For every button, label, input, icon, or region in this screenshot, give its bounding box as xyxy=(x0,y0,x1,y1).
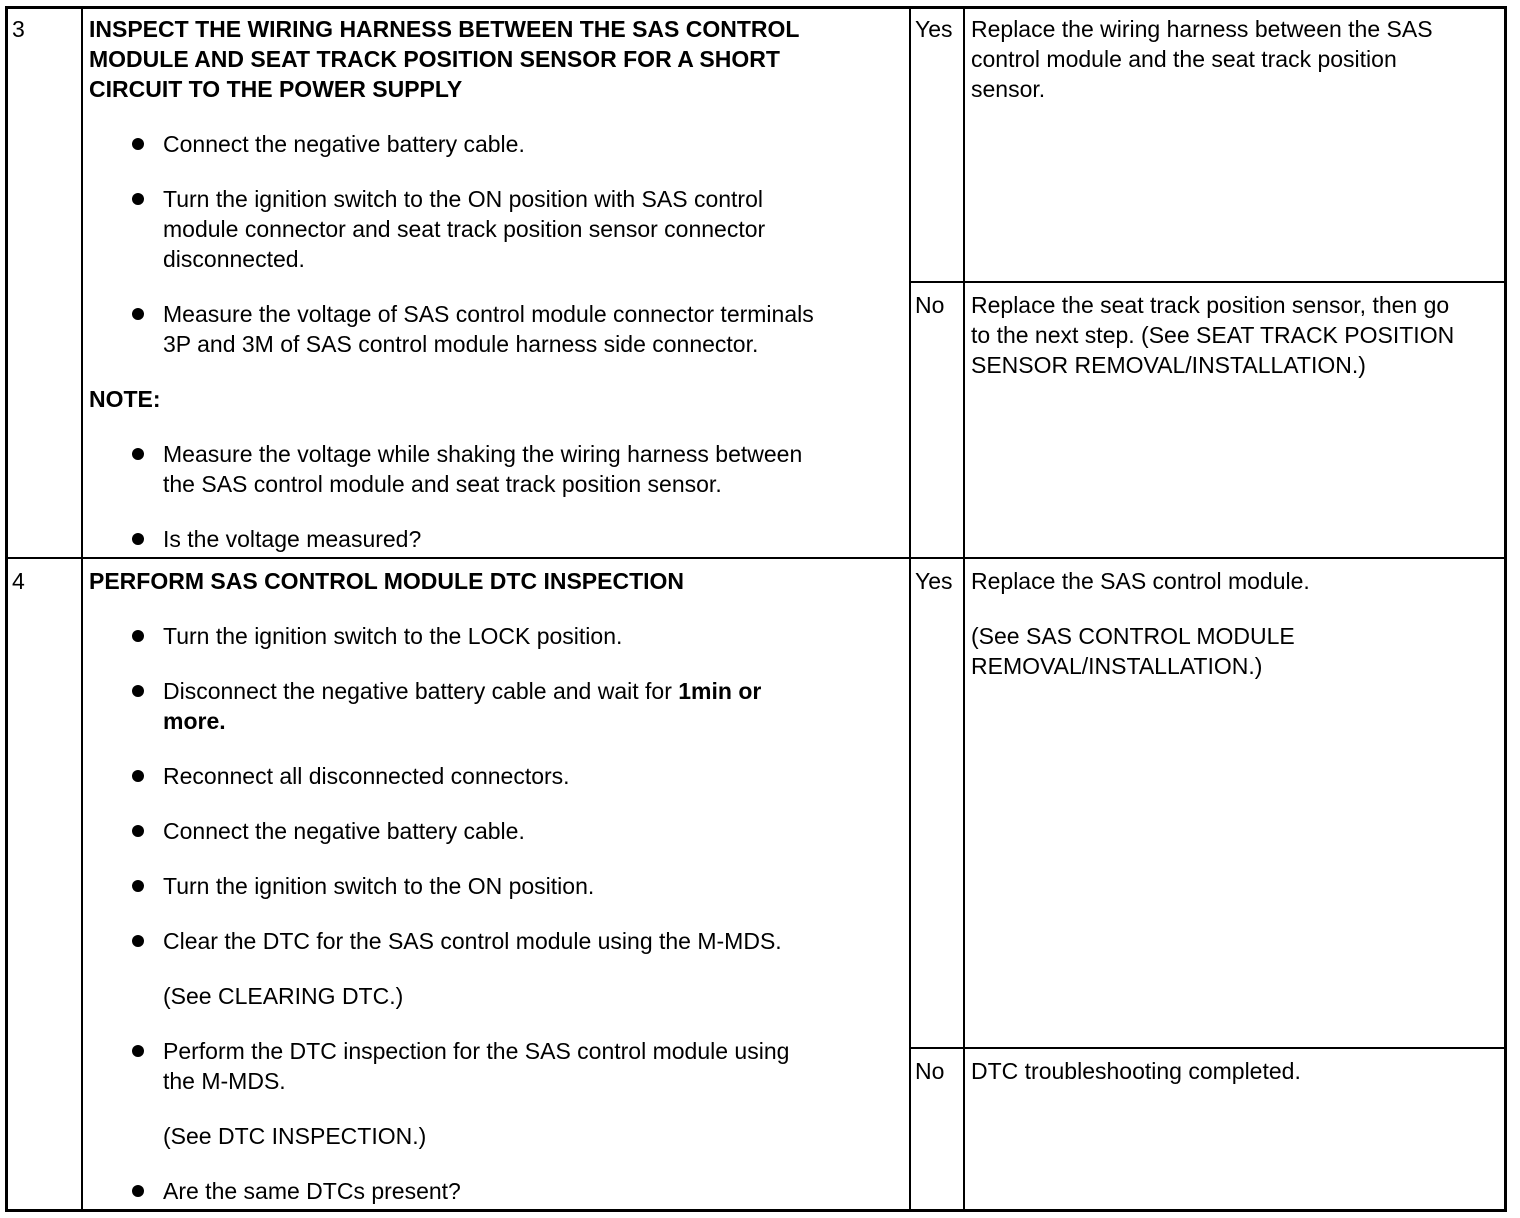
bullet-icon xyxy=(132,308,144,320)
column-divider-number xyxy=(81,6,83,1212)
action-text: Clear the DTC for the SAS control module using the M-MDS. xyxy=(163,928,782,954)
bullet-icon xyxy=(132,193,144,205)
action-text: Connect the negative battery cable. xyxy=(163,818,525,844)
action-text: Connect the negative battery cable. xyxy=(163,131,525,157)
no-result: to the next step. (See SEAT TRACK POSITION xyxy=(971,322,1455,348)
question-text: Is the voltage measured? xyxy=(163,526,422,552)
no-result: DTC troubleshooting completed. xyxy=(971,1058,1301,1084)
bullet-icon xyxy=(132,880,144,892)
action-text-normal: Disconnect the negative battery cable and wait for xyxy=(163,678,679,704)
column-divider-result-label xyxy=(963,6,965,1212)
yes-reference: REMOVAL/INSTALLATION.) xyxy=(971,653,1263,679)
bullet-icon xyxy=(132,685,144,697)
row-divider-step3-yes-no xyxy=(909,281,1507,283)
action-text: 3P and 3M of SAS control module harness side connector. xyxy=(163,331,759,357)
column-divider-action xyxy=(909,6,911,1212)
note-text: the SAS control module and seat track position sensor. xyxy=(163,471,722,497)
action-text: Turn the ignition switch to the LOCK position. xyxy=(163,623,623,649)
bullet-icon xyxy=(132,448,144,460)
action-text: Perform the DTC inspection for the SAS control module using xyxy=(163,1038,790,1064)
no-result: SENSOR REMOVAL/INSTALLATION.) xyxy=(971,352,1366,378)
step-title: PERFORM SAS CONTROL MODULE DTC INSPECTION xyxy=(89,568,685,594)
action-text-bold: more. xyxy=(163,708,226,734)
reference-text: (See CLEARING DTC.) xyxy=(163,983,404,1009)
step-title-line: CIRCUIT TO THE POWER SUPPLY xyxy=(89,76,463,102)
step-title-line: INSPECT THE WIRING HARNESS BETWEEN THE SAS CONTROL xyxy=(89,16,800,42)
action-text: Measure the voltage of SAS control module connector terminals xyxy=(163,301,814,327)
yes-label: Yes xyxy=(915,568,953,594)
bullet-icon xyxy=(132,533,144,545)
action-text: Turn the ignition switch to the ON position with SAS control xyxy=(163,186,763,212)
question-text: Are the same DTCs present? xyxy=(163,1178,461,1204)
row-divider-step4-yes-no xyxy=(909,1047,1507,1049)
reference-text: (See DTC INSPECTION.) xyxy=(163,1123,427,1149)
yes-result: control module and the seat track position xyxy=(971,46,1397,72)
step-number: 4 xyxy=(12,568,25,594)
no-result: Replace the seat track position sensor, then go xyxy=(971,292,1450,318)
row-divider-step xyxy=(5,557,1507,559)
action-text-bold: 1min or xyxy=(678,678,762,704)
yes-result: sensor. xyxy=(971,76,1046,102)
step-title-line: MODULE AND SEAT TRACK POSITION SENSOR FOR A SHORT xyxy=(89,46,780,72)
action-text: Turn the ignition switch to the ON position. xyxy=(163,873,595,899)
action-text xyxy=(163,676,761,706)
note-label: NOTE: xyxy=(89,386,161,412)
bullet-icon xyxy=(132,138,144,150)
bullet-icon xyxy=(132,630,144,642)
action-text: module connector and seat track position sensor connector xyxy=(163,216,766,242)
step-number: 3 xyxy=(12,16,25,42)
no-label: No xyxy=(915,292,945,318)
yes-label: Yes xyxy=(915,16,953,42)
bullet-icon xyxy=(132,825,144,837)
bullet-icon xyxy=(132,1045,144,1057)
no-label: No xyxy=(915,1058,945,1084)
yes-result: Replace the wiring harness between the SAS xyxy=(971,16,1433,42)
action-text: disconnected. xyxy=(163,246,305,272)
action-text: Reconnect all disconnected connectors. xyxy=(163,763,570,789)
bullet-icon xyxy=(132,770,144,782)
yes-result: Replace the SAS control module. xyxy=(971,568,1310,594)
bullet-icon xyxy=(132,1185,144,1197)
yes-reference: (See SAS CONTROL MODULE xyxy=(971,623,1295,649)
note-text: Measure the voltage while shaking the wiring harness between xyxy=(163,441,803,467)
bullet-icon xyxy=(132,935,144,947)
action-text: the M-MDS. xyxy=(163,1068,286,1094)
